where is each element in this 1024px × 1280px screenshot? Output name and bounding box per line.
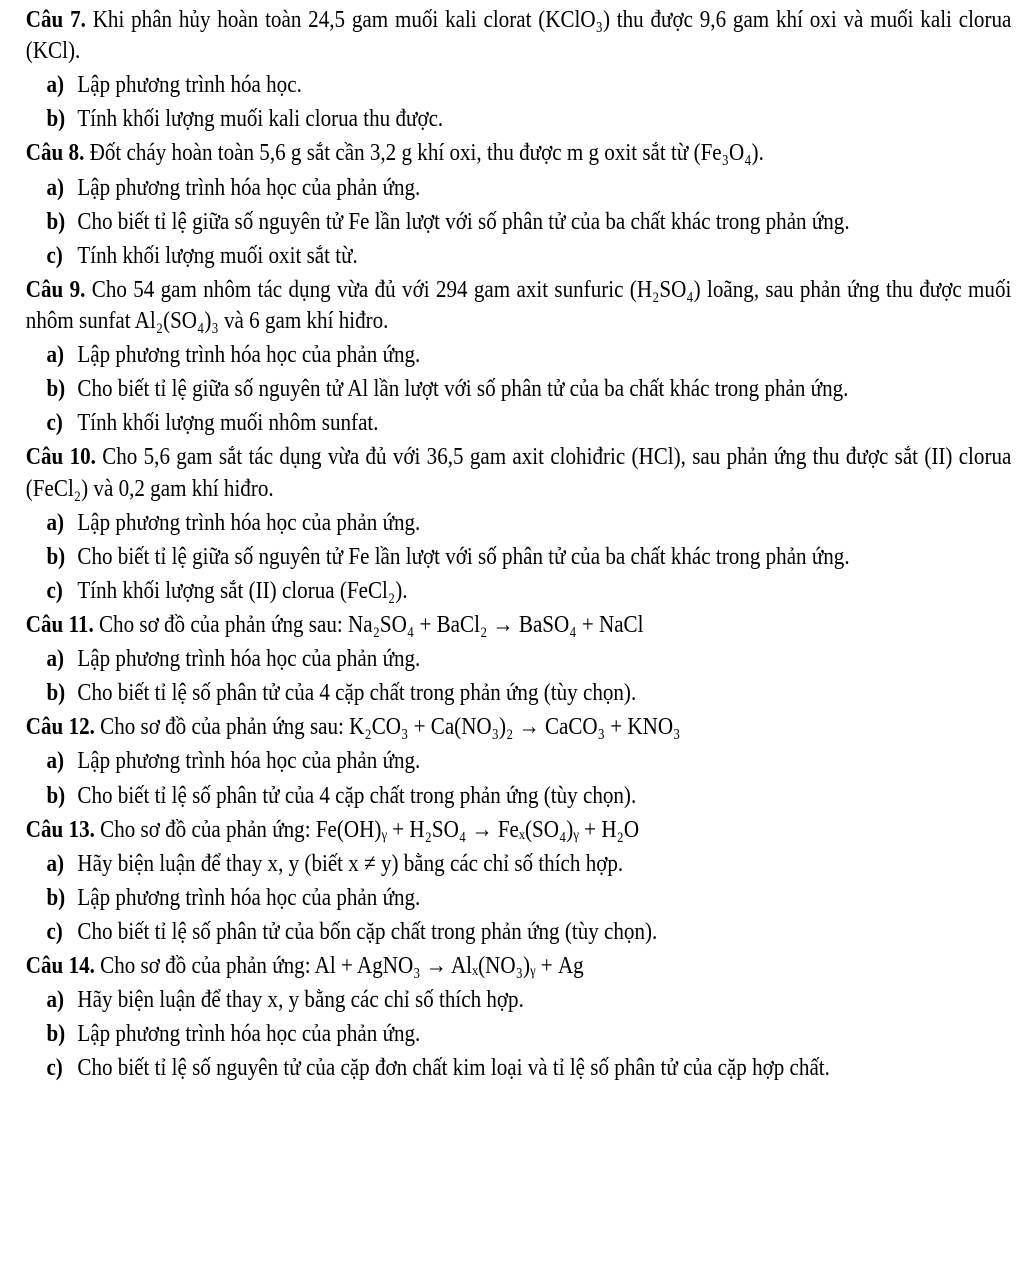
sub-item-text: Cho biết tỉ lệ số nguyên tử của cặp đơn chất kim loại và tỉ lệ số phân tử của cặp hợp chất. xyxy=(77,1054,830,1082)
sub-item-label: c) xyxy=(46,409,63,437)
question-number: Câu 9. xyxy=(25,275,86,303)
question-stem xyxy=(26,137,1012,168)
sub-item-text: Lập phương trình hóa học của phản ứng. xyxy=(77,341,421,369)
sub-item xyxy=(46,916,1011,947)
sub-item xyxy=(46,643,1011,674)
sub-item xyxy=(46,339,1011,370)
sub-item-label: b) xyxy=(46,781,66,809)
sub-item-text: Lập phương trình hóa học của phản ứng. xyxy=(77,1020,421,1048)
sub-item-text: Cho biết tỉ lệ giữa số nguyên tử Al lần lượt với số phân tử của ba chất khác trong phản ứng. xyxy=(77,375,849,403)
question-text: Đốt cháy hoàn toàn 5,6 g sắt cần 3,2 g khí oxi, thu được m g oxit sắt từ (Fe₃O₄). xyxy=(89,139,764,167)
question-text: Cho sơ đồ của phản ứng sau: Na₂SO₄ + BaCl₂ → BaSO₄ + NaCl xyxy=(98,610,644,638)
sub-item xyxy=(46,745,1011,776)
sub-item xyxy=(46,69,1011,100)
question-text: Cho 5,6 gam sắt tác dụng vừa đủ với 36,5 gam axit clohiđric (HCl), sau phản ứng thu được sắt (II) clorua (FeCl₂) và 0,2 gam khí hiđro. xyxy=(25,443,1012,502)
question-stem xyxy=(26,4,1012,66)
sub-item-text: Cho biết tỉ lệ giữa số nguyên tử Fe lần lượt với số phân tử của ba chất khác trong phản ứng. xyxy=(77,207,850,235)
sub-item xyxy=(46,172,1011,203)
question-stem xyxy=(26,274,1012,336)
sub-item-label: b) xyxy=(46,1020,66,1048)
sub-item-label: c) xyxy=(46,576,63,604)
sub-item xyxy=(46,240,1011,271)
sub-item-label: b) xyxy=(46,542,66,570)
question-stem xyxy=(26,814,1012,845)
question-stem xyxy=(26,609,1012,640)
sub-item-text: Tính khối lượng muối nhôm sunfat. xyxy=(77,409,379,437)
sub-item xyxy=(46,541,1011,572)
sub-item-text: Cho biết tỉ lệ số phân tử của bốn cặp chất trong phản ứng (tùy chọn). xyxy=(77,917,658,945)
sub-item-text: Cho biết tỉ lệ giữa số nguyên tử Fe lần lượt với số phân tử của ba chất khác trong phản ứng. xyxy=(77,542,850,570)
sub-item xyxy=(46,575,1011,606)
sub-item-label: a) xyxy=(46,986,65,1014)
question-text: Cho 54 gam nhôm tác dụng vừa đủ với 294 gam axit sunfuric (H₂SO₄) loãng, sau phản ứng thu được muối nhôm sunfat Al₂(SO₄)₃ và 6 gam khí hiđro. xyxy=(25,275,1012,334)
question-number: Câu 13. xyxy=(25,815,95,843)
question-13 xyxy=(26,814,1012,947)
sub-item-label: c) xyxy=(46,1054,63,1082)
sub-item-label: a) xyxy=(46,71,65,99)
sub-item-text: Hãy biện luận để thay x, y (biết x ≠ y) bằng các chỉ số thích hợp. xyxy=(77,849,624,877)
question-12 xyxy=(26,711,1012,810)
sub-item-label: a) xyxy=(46,508,65,536)
sub-item-text: Lập phương trình hóa học của phản ứng. xyxy=(77,883,421,911)
sub-item-label: b) xyxy=(46,375,66,403)
question-text: Cho sơ đồ của phản ứng sau: K₂CO₃ + Ca(NO₃)₂ → CaCO₃ + KNO₃ xyxy=(100,713,681,741)
sub-item-text: Lập phương trình hóa học. xyxy=(77,71,302,99)
sub-item-text: Tính khối lượng sắt (II) clorua (FeCl₂). xyxy=(77,576,408,604)
question-11 xyxy=(26,609,1012,708)
sub-item-label: c) xyxy=(46,241,63,269)
question-number: Câu 14. xyxy=(25,952,95,980)
sub-item-text: Cho biết tỉ lệ số phân tử của 4 cặp chất trong phản ứng (tùy chọn). xyxy=(77,679,637,707)
sub-item-text: Cho biết tỉ lệ số phân tử của 4 cặp chất trong phản ứng (tùy chọn). xyxy=(77,781,637,809)
sub-item xyxy=(46,882,1011,913)
sub-item xyxy=(46,1018,1011,1049)
question-14 xyxy=(26,950,1012,1083)
question-text: Khi phân hủy hoàn toàn 24,5 gam muối kali clorat (KClO₃) thu được 9,6 gam khí oxi và muối kali clorua (KCl). xyxy=(25,6,1012,65)
question-stem xyxy=(26,441,1012,503)
question-7 xyxy=(26,4,1012,134)
sub-item-label: b) xyxy=(46,207,66,235)
sub-item-label: a) xyxy=(46,645,65,673)
question-9 xyxy=(26,274,1012,439)
question-stem xyxy=(26,711,1012,742)
sub-item-label: b) xyxy=(46,883,66,911)
question-number: Câu 10. xyxy=(25,443,96,471)
question-number: Câu 7. xyxy=(25,6,86,33)
sub-item-label: c) xyxy=(46,917,63,945)
sub-item-text: Tính khối lượng muối kali clorua thu được. xyxy=(77,105,444,133)
question-8 xyxy=(26,137,1012,270)
sub-item xyxy=(46,103,1011,134)
question-text: Cho sơ đồ của phản ứng: Al + AgNO₃ → Alₓ(NO₃)ᵧ + Ag xyxy=(100,952,584,980)
sub-item-label: a) xyxy=(46,747,65,775)
question-number: Câu 12. xyxy=(25,713,95,741)
sub-item xyxy=(46,373,1011,404)
sub-item xyxy=(46,848,1011,879)
sub-item-text: Lập phương trình hóa học của phản ứng. xyxy=(77,173,421,201)
sub-item xyxy=(46,1052,1011,1083)
sub-item xyxy=(46,677,1011,708)
sub-item xyxy=(46,984,1011,1015)
sub-item xyxy=(46,507,1011,538)
question-10 xyxy=(26,441,1012,606)
question-stem xyxy=(26,950,1012,981)
sub-item xyxy=(46,407,1011,438)
sub-item-text: Tính khối lượng muối oxit sắt từ. xyxy=(77,241,358,269)
sub-item-label: a) xyxy=(46,849,65,877)
sub-item-text: Lập phương trình hóa học của phản ứng. xyxy=(77,747,421,775)
question-number: Câu 8. xyxy=(25,139,85,167)
sub-item xyxy=(46,206,1011,237)
question-text: Cho sơ đồ của phản ứng: Fe(OH)ᵧ + H₂SO₄ → Feₓ(SO₄)ᵧ + H₂O xyxy=(100,815,640,843)
question-number: Câu 11. xyxy=(25,610,94,638)
sub-item xyxy=(46,780,1011,811)
sub-item-text: Hãy biện luận để thay x, y bằng các chỉ số thích hợp. xyxy=(77,986,524,1014)
sub-item-label: b) xyxy=(46,679,66,707)
sub-item-label: b) xyxy=(46,105,66,133)
sub-item-text: Lập phương trình hóa học của phản ứng. xyxy=(77,508,421,536)
sub-item-label: a) xyxy=(46,341,65,369)
sub-item-text: Lập phương trình hóa học của phản ứng. xyxy=(77,645,421,673)
sub-item-label: a) xyxy=(46,173,65,201)
